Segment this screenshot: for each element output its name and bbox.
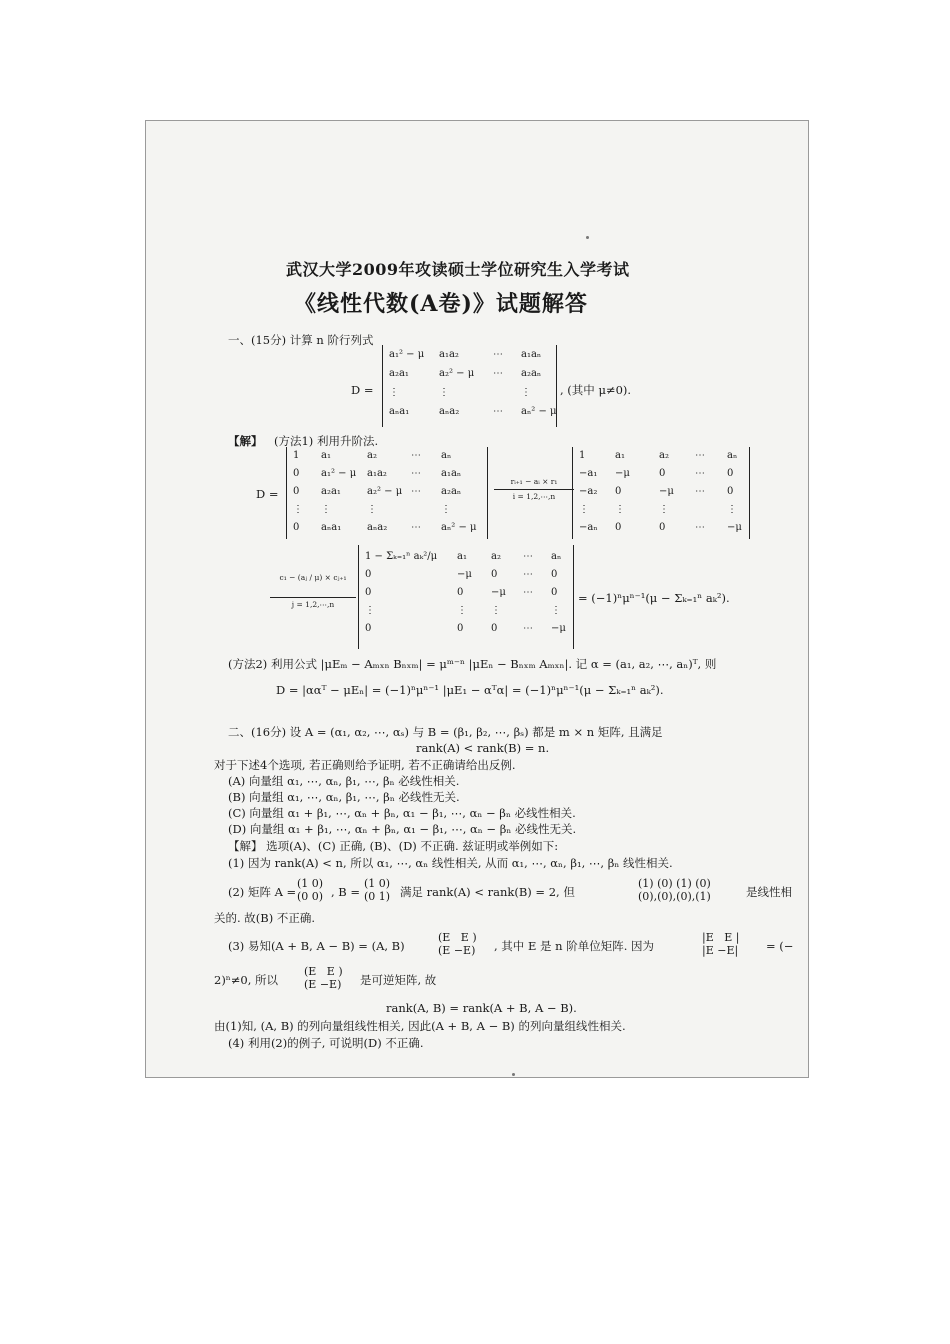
step1-D-label: D =	[256, 487, 279, 501]
q2-step-4: (4) 利用(2)的例子, 可说明(D) 不正确.	[228, 1036, 424, 1050]
matrix-cell: ⋮	[551, 605, 561, 616]
q2-step-2a: (2) 矩阵 A =	[228, 885, 297, 899]
matrix-cell: ⋯	[411, 468, 421, 479]
solution-label-1: 【解】	[228, 434, 263, 448]
matrix-cell: a₁	[457, 551, 467, 562]
matrix-cell: aₙa₂	[439, 406, 460, 417]
matrix-cell: ⋮	[727, 504, 737, 515]
matrix-cell: −a₂	[579, 486, 598, 497]
matrix-cell: −μ	[659, 486, 674, 497]
step1-right-matrix	[572, 447, 750, 539]
matrix-A-example: (1 0) (0 0)	[297, 877, 324, 903]
matrix-cell: 1	[579, 450, 586, 461]
col-op-label: c₁ − (aⱼ / μ) × cⱼ₊₁	[279, 573, 347, 582]
matrix-cell: ⋮	[615, 504, 625, 515]
matrix-cell: a₁² − μ	[321, 468, 357, 479]
q1-condition: , (其中 μ≠0).	[560, 383, 632, 397]
matrix-cell: 0	[365, 587, 372, 598]
matrix-cell: 0	[659, 468, 666, 479]
matrix-cell: 0	[365, 623, 372, 634]
q2-rank-condition: rank(A) < rank(B) = n.	[416, 741, 550, 755]
matrix-cell: ⋯	[695, 450, 705, 461]
matrix-cell: 0	[727, 468, 734, 479]
matrix-cell: ⋮	[659, 504, 669, 515]
row-op-label: rᵢ₊₁ − aᵢ × r₁	[510, 477, 558, 486]
matrix-cell: 0	[293, 522, 300, 533]
matrix-cell: ⋮	[521, 387, 531, 398]
matrix-cell: ⋯	[695, 468, 705, 479]
exam-subtitle: 《线性代数(A卷)》试题解答	[294, 291, 588, 317]
scanned-exam-page	[145, 120, 809, 1078]
matrix-cell: 0	[551, 587, 558, 598]
q2-step-2d: 是线性相	[746, 885, 792, 899]
matrix-cell: 0	[293, 486, 300, 497]
q2-rank-equality: rank(A, B) = rank(A + B, A − B).	[386, 1001, 577, 1015]
matrix-cell: ⋯	[493, 368, 503, 379]
matrix-cell: aₙ	[441, 450, 452, 461]
matrix-cell: 0	[727, 486, 734, 497]
matrix-cell: 0	[659, 522, 666, 533]
q1-prompt: 一、(15分) 计算 n 阶行列式	[228, 333, 374, 347]
matrix-cell: ⋮	[457, 605, 467, 616]
matrix-cell: a₁	[321, 450, 331, 461]
method2-text: (方法2) 利用公式 |μEₘ − Aₘₓₙ Bₙₓₘ| = μᵐ⁻ⁿ |μEₙ − Bₙₓₘ Aₘₓₙ|. 记 α = (a₁, a₂, ⋯, aₙ)ᵀ, 则	[228, 657, 717, 671]
matrix-cell: ⋮	[367, 504, 377, 515]
option-a: (A) 向量组 α₁, ⋯, αₙ, β₁, ⋯, βₙ 必线性相关.	[228, 774, 460, 788]
scan-speck	[512, 1073, 515, 1076]
matrix-cell: a₂	[367, 450, 377, 461]
col-op-range: j = 1,2,⋯,n	[291, 600, 335, 609]
matrix-cell: ⋮	[439, 387, 449, 398]
matrix-cell: aₙa₁	[389, 406, 410, 417]
matrix-cell: a₂aₙ	[521, 368, 542, 379]
matrix-cell: ⋮	[321, 504, 331, 515]
matrix-cell: −a₁	[579, 468, 598, 479]
step2-result: = (−1)ⁿμⁿ⁻¹(μ − Σₖ₌₁ⁿ aₖ²).	[578, 591, 730, 605]
q1-determinant	[382, 345, 557, 427]
matrix-cell: ⋮	[389, 387, 399, 398]
q1-D-label: D =	[351, 383, 374, 397]
matrix-cell: aₙa₂	[367, 522, 388, 533]
matrix-cell: a₂aₙ	[441, 486, 462, 497]
matrix-cell: ⋯	[523, 569, 533, 580]
matrix-cell: −μ	[727, 522, 742, 533]
matrix-cell: ⋯	[695, 522, 705, 533]
matrix-cell: −μ	[457, 569, 472, 580]
method1-heading: (方法1) 利用升阶法.	[274, 434, 379, 448]
matrix-cell: ⋮	[365, 605, 375, 616]
matrix-cell: ⋯	[411, 450, 421, 461]
matrix-cell: aₙ² − μ	[441, 522, 477, 533]
matrix-cell: 0	[615, 522, 622, 533]
q2-step-1: (1) 因为 rank(A) < n, 所以 α₁, ⋯, αₙ 线性相关, 从而 α₁, ⋯, αₙ, β₁, ⋯, βₙ 线性相关.	[228, 856, 673, 870]
matrix-cell: −aₙ	[579, 522, 598, 533]
matrix-cell: ⋯	[695, 486, 705, 497]
vector-examples: (1) (0) (1) (0) (0),(0),(0),(1)	[638, 877, 711, 903]
matrix-cell: a₂a₁	[389, 368, 409, 379]
q2-step-2c: 满足 rank(A) < rank(B) = 2, 但	[400, 885, 575, 899]
matrix-cell: aₙa₁	[321, 522, 342, 533]
matrix-cell: a₂	[659, 450, 669, 461]
matrix-cell: aₙ	[551, 551, 562, 562]
matrix-cell: a₁a₂	[367, 468, 387, 479]
q2-step-2b: , B =	[331, 885, 361, 899]
method2-equation: D = |ααᵀ − μEₙ| = (−1)ⁿμⁿ⁻¹ |μE₁ − αᵀα| = (−1)ⁿμⁿ⁻¹(μ − Σₖ₌₁ⁿ aₖ²).	[276, 683, 664, 697]
matrix-cell: a₁a₂	[439, 349, 459, 360]
q2-step-3a: (3) 易知(A + B, A − B) = (A, B)	[228, 939, 405, 953]
matrix-cell: a₁aₙ	[441, 468, 462, 479]
matrix-cell: 1	[293, 450, 300, 461]
matrix-cell: 0	[551, 569, 558, 580]
matrix-cell: 0	[365, 569, 372, 580]
matrix-cell: ⋯	[493, 406, 503, 417]
q2-step-3e: 是可逆矩阵, 故	[360, 973, 437, 987]
matrix-cell: a₂a₁	[321, 486, 341, 497]
matrix-cell: −μ	[551, 623, 566, 634]
step2-matrix	[358, 545, 574, 649]
matrix-cell: ⋮	[579, 504, 589, 515]
matrix-cell: −μ	[615, 468, 630, 479]
matrix-cell: −μ	[491, 587, 506, 598]
matrix-cell: a₁aₙ	[521, 349, 542, 360]
option-c: (C) 向量组 α₁ + β₁, ⋯, αₙ + βₙ, α₁ − β₁, ⋯, αₙ − βₙ 必线性相关.	[228, 806, 576, 820]
block-matrix-1: (E E ) (E −E)	[438, 931, 477, 957]
matrix-cell: a₁	[615, 450, 625, 461]
q2-step-2e: 关的. 故(B) 不正确.	[214, 911, 316, 925]
block-matrix-2: (E E ) (E −E)	[304, 965, 343, 991]
col-op-arrow	[270, 597, 356, 598]
matrix-cell: 0	[457, 587, 464, 598]
matrix-cell: a₂² − μ	[367, 486, 403, 497]
matrix-cell: ⋮	[491, 605, 501, 616]
q2-prompt: 二、(16分) 设 A = (α₁, α₂, ⋯, αₛ) 与 B = (β₁, β₂, ⋯, βₛ) 都是 m × n 矩阵, 且满足	[228, 725, 663, 739]
matrix-cell: aₙ² − μ	[521, 406, 557, 417]
matrix-cell: ⋯	[411, 522, 421, 533]
matrix-cell: ⋯	[523, 587, 533, 598]
matrix-cell: ⋮	[441, 504, 451, 515]
row-op-arrow	[494, 489, 574, 490]
matrix-B-example: (1 0) (0 1)	[364, 877, 391, 903]
q2-step-3f: 由(1)知, (A, B) 的列向量组线性相关, 因此(A + B, A − B) 的列向量组线性相关.	[214, 1019, 626, 1033]
matrix-cell: a₂	[491, 551, 501, 562]
matrix-cell: 1 − Σₖ₌₁ⁿ aₖ²/μ	[365, 551, 438, 562]
q2-step-3b: , 其中 E 是 n 阶单位矩阵. 因为	[494, 939, 655, 953]
exam-title: 武汉大学2009年攻读硕士学位研究生入学考试	[286, 260, 630, 279]
matrix-cell: ⋮	[293, 504, 303, 515]
step1-left-matrix	[286, 447, 488, 539]
q2-step-3c: = (−	[766, 939, 794, 953]
matrix-cell: a₂² − μ	[439, 368, 475, 379]
scan-speck	[586, 236, 589, 239]
matrix-cell: 0	[491, 569, 498, 580]
matrix-cell: 0	[615, 486, 622, 497]
q2-step-3d: 2)ⁿ≠0, 所以	[214, 973, 279, 987]
row-op-range: i = 1,2,⋯,n	[512, 492, 556, 501]
q2-instruction: 对于下述4个选项, 若正确则给予证明, 若不正确请给出反例.	[214, 758, 516, 772]
matrix-cell: ⋯	[523, 551, 533, 562]
block-determinant: |E E | |E −E|	[702, 931, 740, 957]
matrix-cell: 0	[293, 468, 300, 479]
q2-solution-intro: 【解】 选项(A)、(C) 正确, (B)、(D) 不正确. 兹证明或举例如下:	[228, 839, 559, 853]
matrix-cell: aₙ	[727, 450, 738, 461]
matrix-cell: 0	[457, 623, 464, 634]
matrix-cell: ⋯	[411, 486, 421, 497]
option-b: (B) 向量组 α₁, ⋯, αₙ, β₁, ⋯, βₙ 必线性无关.	[228, 790, 460, 804]
option-d: (D) 向量组 α₁ + β₁, ⋯, αₙ + βₙ, α₁ − β₁, ⋯, αₙ − βₙ 必线性无关.	[228, 822, 577, 836]
matrix-cell: ⋯	[493, 349, 503, 360]
matrix-cell: ⋯	[523, 623, 533, 634]
matrix-cell: a₁² − μ	[389, 349, 425, 360]
matrix-cell: 0	[491, 623, 498, 634]
